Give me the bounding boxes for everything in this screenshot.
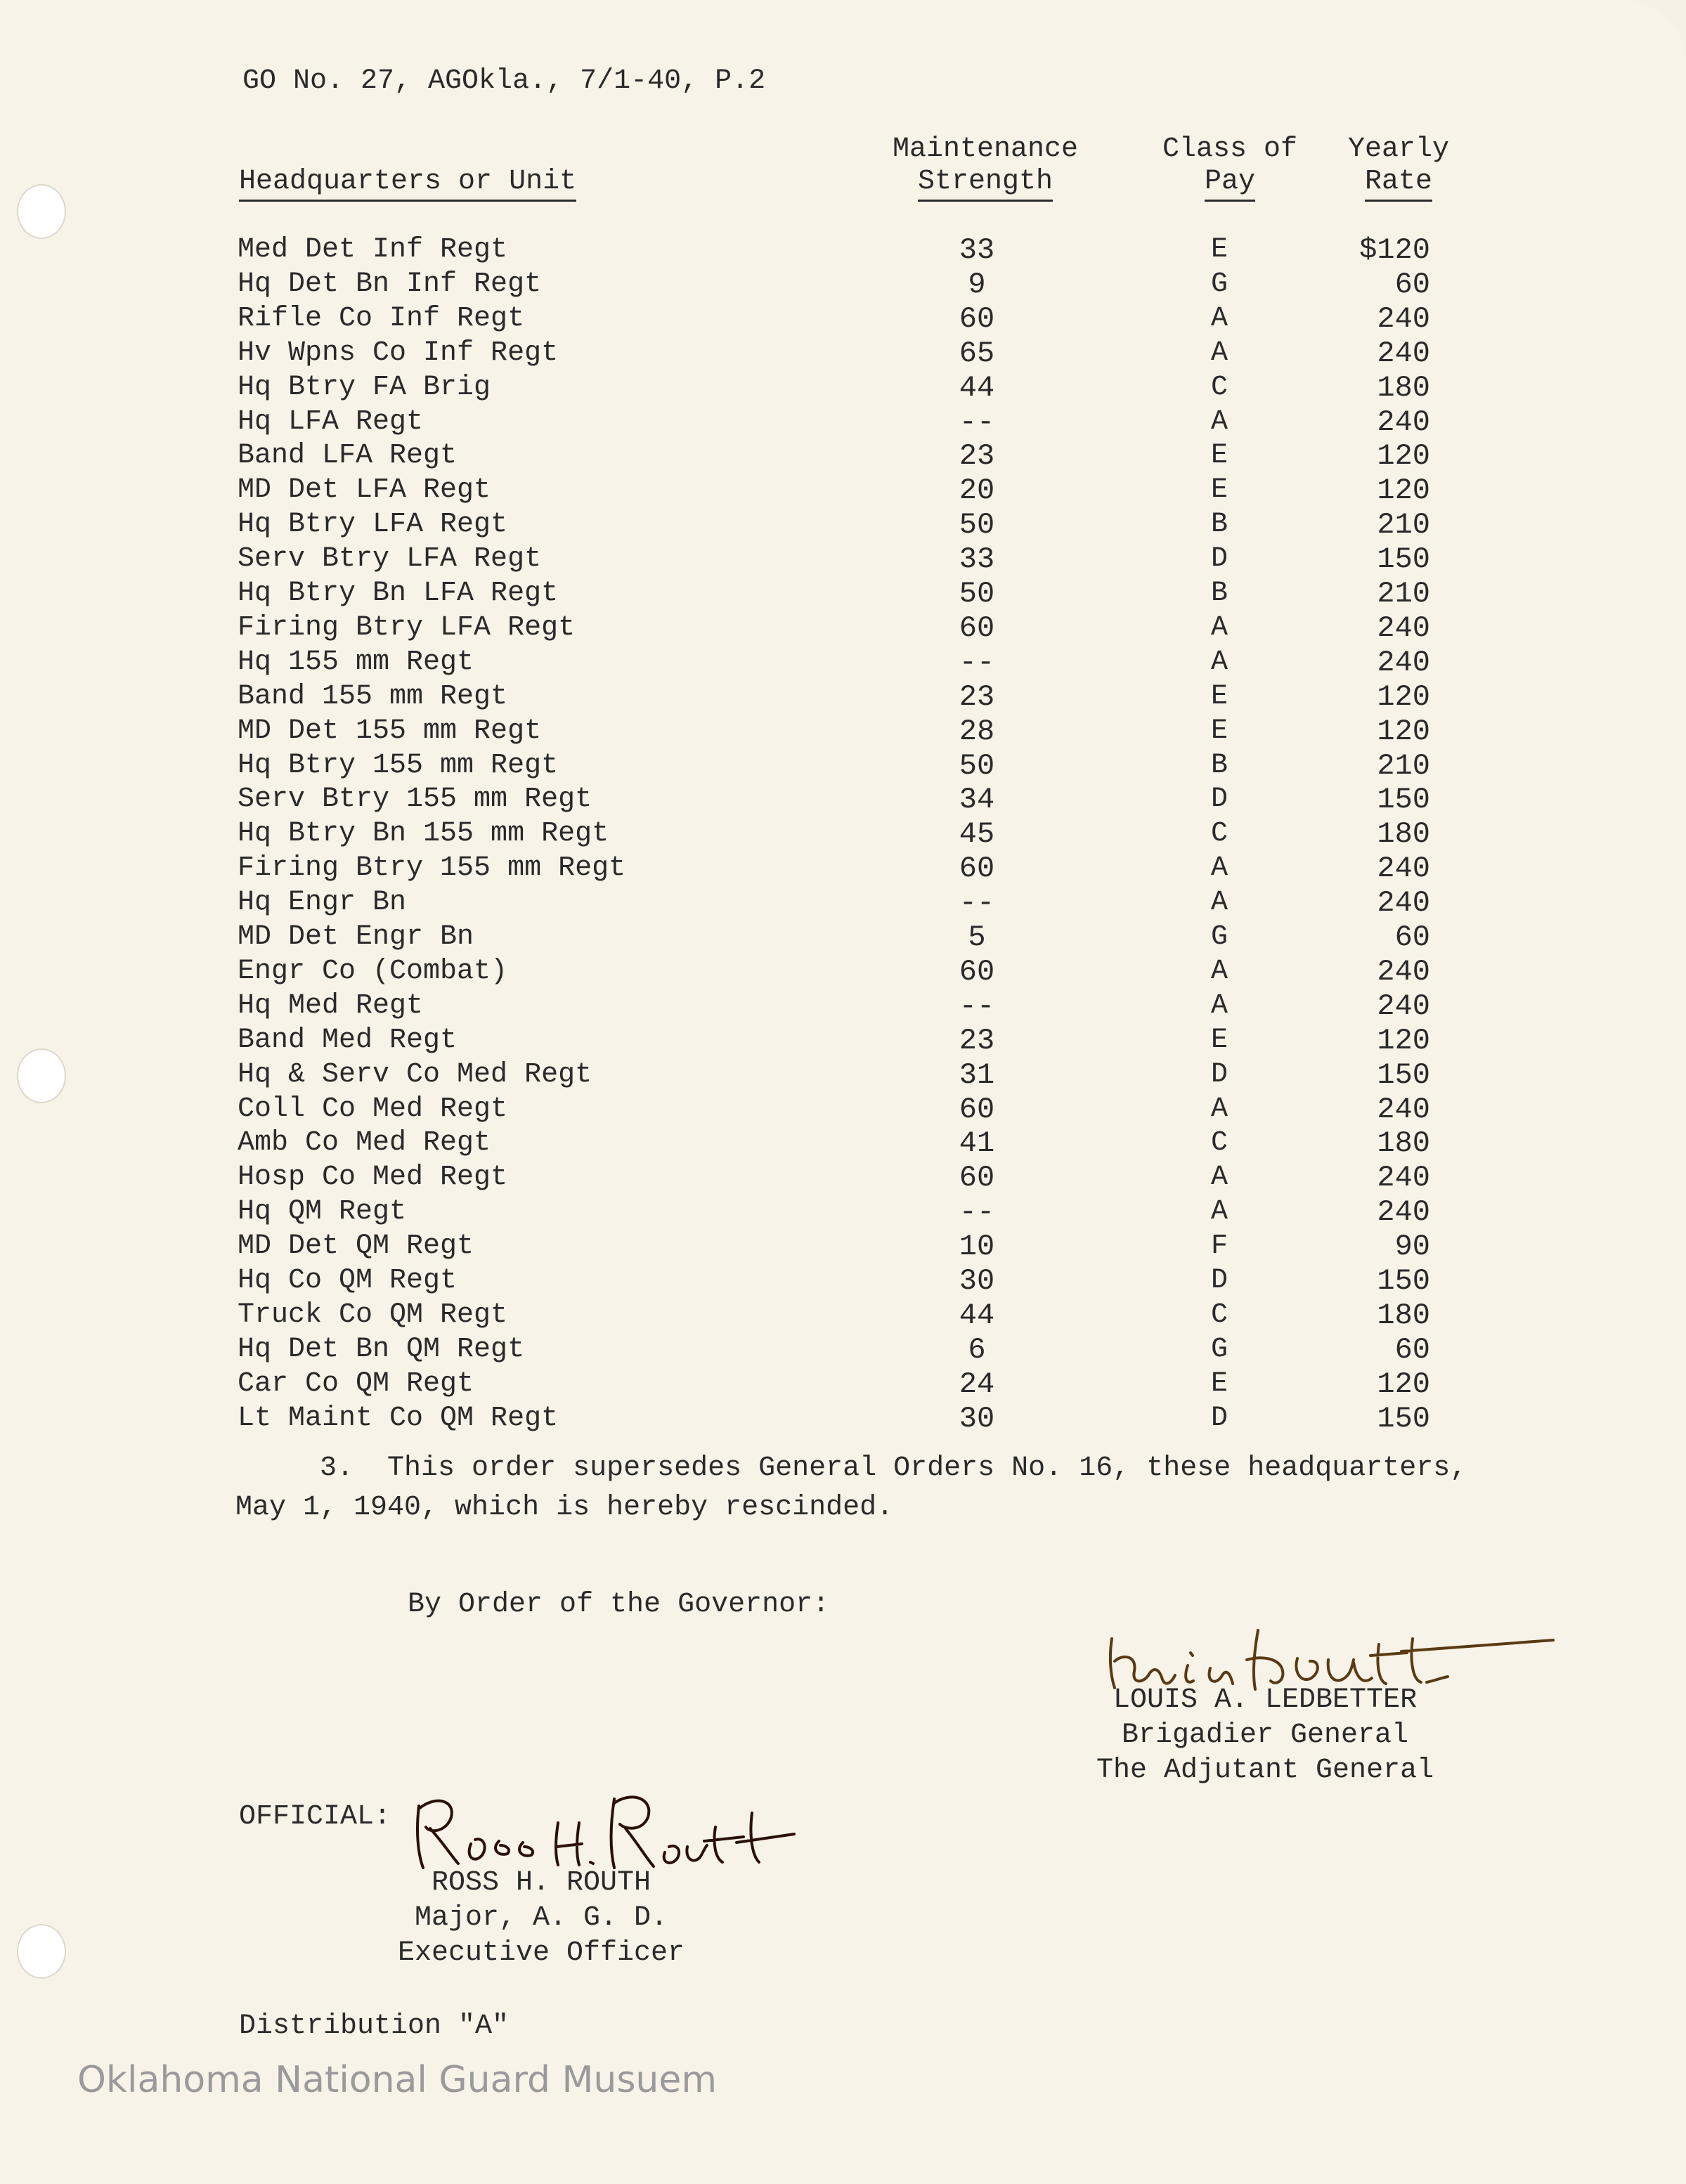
class-cell: D xyxy=(1210,543,1228,575)
unit-cell: Hq Btry Bn 155 mm Regt xyxy=(238,818,609,850)
class-cell: C xyxy=(1210,1299,1228,1331)
table-row xyxy=(0,1367,1686,1401)
unit-cell: Hq Det Bn QM Regt xyxy=(238,1334,525,1365)
strength-cell: 60 xyxy=(959,1161,995,1195)
table-row xyxy=(0,1058,1686,1092)
table-row xyxy=(0,474,1686,507)
rate-cell: 240 xyxy=(1377,611,1430,645)
strength-cell: 24 xyxy=(959,1367,995,1401)
unit-cell: MD Det QM Regt xyxy=(238,1230,474,1262)
class-cell: G xyxy=(1210,1334,1228,1365)
table-row xyxy=(0,1264,1686,1298)
strength-cell: 34 xyxy=(959,783,995,817)
class-cell: A xyxy=(1210,303,1228,334)
table-row xyxy=(0,1333,1686,1367)
column-header-unit-label: Headquarters or Unit xyxy=(239,166,576,202)
class-cell: B xyxy=(1210,509,1228,540)
signatory1-rank: Brigadier General xyxy=(1122,1720,1409,1751)
column-header-class-line2: Pay xyxy=(1205,166,1255,202)
unit-cell: Firing Btry 155 mm Regt xyxy=(238,852,626,884)
table-row xyxy=(0,1195,1686,1229)
signature-block-1 xyxy=(1096,1683,1434,1788)
class-cell: A xyxy=(1210,1196,1228,1228)
strength-cell: 44 xyxy=(959,1299,995,1332)
rate-cell: $120 xyxy=(1359,233,1430,267)
strength-cell: 50 xyxy=(959,749,995,783)
strength-cell: 50 xyxy=(959,508,995,542)
column-header-class-line1: Class of xyxy=(1162,134,1298,165)
class-cell: G xyxy=(1210,268,1228,300)
column-header-rate-line1: Yearly xyxy=(1347,134,1450,165)
class-cell: A xyxy=(1210,887,1228,918)
rate-cell: 240 xyxy=(1377,337,1430,370)
rate-cell: 240 xyxy=(1377,886,1430,920)
rate-cell: 240 xyxy=(1377,646,1430,680)
rate-cell: 150 xyxy=(1377,542,1430,576)
class-cell: A xyxy=(1210,1093,1228,1125)
unit-cell: Hq Engr Bn xyxy=(238,887,407,918)
column-header-unit xyxy=(239,166,576,202)
unit-cell: Serv Btry LFA Regt xyxy=(238,543,542,575)
table-row xyxy=(0,886,1686,920)
strength-cell: -- xyxy=(959,886,995,920)
table-row xyxy=(0,989,1686,1023)
unit-cell: Hq Co QM Regt xyxy=(238,1265,458,1296)
distribution-line: Distribution "A" xyxy=(239,2010,510,2042)
unit-cell: Car Co QM Regt xyxy=(238,1368,474,1400)
unit-cell: MD Det LFA Regt xyxy=(238,474,491,506)
table-row xyxy=(0,783,1686,817)
rate-cell: 120 xyxy=(1377,1367,1430,1401)
museum-watermark: Oklahoma National Guard Musuem xyxy=(77,2059,718,2101)
rate-cell: 120 xyxy=(1377,474,1430,507)
strength-cell: 10 xyxy=(959,1230,995,1263)
unit-cell: MD Det Engr Bn xyxy=(238,921,474,953)
rate-cell: 210 xyxy=(1377,749,1430,783)
table-row xyxy=(0,302,1686,336)
signature-block-2 xyxy=(387,1866,696,1971)
table-row xyxy=(0,508,1686,542)
strength-cell: -- xyxy=(959,989,995,1023)
rate-cell: 150 xyxy=(1377,783,1430,817)
rate-cell: 150 xyxy=(1377,1402,1430,1436)
routh-signature xyxy=(406,1785,800,1876)
document-reference: GO No. 27, AGOkla., 7/1-40, P.2 xyxy=(242,65,766,97)
column-header-maintenance-strength xyxy=(887,134,1084,202)
strength-cell: 28 xyxy=(959,715,995,748)
strength-cell: 50 xyxy=(959,577,995,611)
binder-hole xyxy=(17,184,66,239)
rate-cell: 180 xyxy=(1377,1126,1430,1160)
class-cell: A xyxy=(1210,1162,1228,1193)
strength-cell: 33 xyxy=(959,233,995,267)
class-cell: A xyxy=(1210,406,1228,438)
class-cell: A xyxy=(1210,337,1228,369)
table-row xyxy=(0,611,1686,645)
unit-cell: Rifle Co Inf Regt xyxy=(238,303,525,334)
table-row xyxy=(0,1161,1686,1195)
table-row xyxy=(0,817,1686,851)
rate-cell: 60 xyxy=(1394,268,1430,301)
binder-hole xyxy=(17,1924,66,1979)
column-header-maintenance-line1: Maintenance xyxy=(892,134,1079,165)
class-cell: D xyxy=(1210,1265,1228,1296)
strength-cell: 60 xyxy=(959,852,995,885)
unit-cell: Lt Maint Co QM Regt xyxy=(238,1403,559,1434)
rate-cell: 210 xyxy=(1377,577,1430,611)
official-label: OFFICIAL: xyxy=(239,1801,391,1833)
rate-cell: 210 xyxy=(1377,508,1430,542)
strength-cell: 23 xyxy=(959,680,995,714)
table-row xyxy=(0,1126,1686,1160)
rescind-paragraph-line2: May 1, 1940, which is hereby rescinded. xyxy=(235,1492,894,1523)
strength-cell: 9 xyxy=(968,268,986,301)
class-cell: E xyxy=(1210,1025,1228,1056)
rate-cell: 60 xyxy=(1394,921,1430,954)
table-row xyxy=(0,715,1686,748)
rate-cell: 240 xyxy=(1377,989,1430,1023)
unit-cell: Amb Co Med Regt xyxy=(238,1127,491,1159)
class-cell: B xyxy=(1210,750,1228,781)
unit-cell: Truck Co QM Regt xyxy=(238,1299,508,1331)
strength-cell: 31 xyxy=(959,1058,995,1092)
class-cell: A xyxy=(1210,852,1228,884)
table-row xyxy=(0,268,1686,301)
unit-cell: Hq 155 mm Regt xyxy=(238,646,474,678)
unit-cell: Hosp Co Med Regt xyxy=(238,1162,508,1193)
column-header-class-of-pay xyxy=(1160,134,1300,202)
rate-cell: 120 xyxy=(1377,439,1430,473)
unit-cell: Hq Btry FA Brig xyxy=(238,372,491,403)
rate-cell: 120 xyxy=(1377,680,1430,714)
rate-cell: 180 xyxy=(1377,371,1430,405)
strength-cell: -- xyxy=(959,646,995,680)
strength-cell: 60 xyxy=(959,1093,995,1126)
signatory1-title: The Adjutant General xyxy=(1096,1755,1434,1786)
strength-cell: 20 xyxy=(959,474,995,507)
class-cell: E xyxy=(1210,440,1228,472)
unit-cell: Coll Co Med Regt xyxy=(238,1093,508,1125)
unit-cell: Hq & Serv Co Med Regt xyxy=(238,1059,592,1091)
table-row xyxy=(0,646,1686,680)
unit-cell: Firing Btry LFA Regt xyxy=(238,612,576,644)
table-row xyxy=(0,337,1686,370)
column-header-yearly-rate xyxy=(1342,134,1455,202)
strength-cell: 30 xyxy=(959,1264,995,1298)
rate-cell: 60 xyxy=(1394,1333,1430,1367)
unit-cell: Band LFA Regt xyxy=(238,440,458,472)
signatory1-name: LOUIS A. LEDBETTER xyxy=(1113,1684,1418,1716)
unit-cell: Hq Btry Bn LFA Regt xyxy=(238,578,559,609)
unit-cell: Serv Btry 155 mm Regt xyxy=(238,784,592,815)
table-row xyxy=(0,1299,1686,1332)
rate-cell: 240 xyxy=(1377,405,1430,439)
column-header-rate-line2: Rate xyxy=(1365,166,1432,202)
table-row xyxy=(0,439,1686,473)
signatory2-rank: Major, A. G. D. xyxy=(414,1902,668,1934)
strength-cell: 41 xyxy=(959,1126,995,1160)
strength-cell: 6 xyxy=(968,1333,986,1367)
rate-cell: 240 xyxy=(1377,302,1430,336)
unit-cell: Hq LFA Regt xyxy=(238,406,424,438)
table-row xyxy=(0,405,1686,439)
class-cell: A xyxy=(1210,990,1228,1022)
table-row xyxy=(0,1230,1686,1263)
class-cell: A xyxy=(1210,956,1228,987)
class-cell: A xyxy=(1210,612,1228,644)
table-row xyxy=(0,1024,1686,1058)
rate-cell: 240 xyxy=(1377,1161,1430,1195)
table-row xyxy=(0,852,1686,885)
rate-cell: 120 xyxy=(1377,1024,1430,1058)
signatory2-title: Executive Officer xyxy=(397,1937,685,1969)
unit-cell: Hq Det Bn Inf Regt xyxy=(238,268,542,300)
unit-cell: Med Det Inf Regt xyxy=(238,234,508,266)
unit-cell: Hq QM Regt xyxy=(238,1196,407,1228)
class-cell: C xyxy=(1210,372,1228,403)
rescind-paragraph xyxy=(235,1449,1467,1528)
class-cell: G xyxy=(1210,921,1228,953)
strength-cell: 60 xyxy=(959,611,995,645)
unit-cell: Hv Wpns Co Inf Regt xyxy=(238,337,559,369)
rate-cell: 180 xyxy=(1377,817,1430,851)
unit-cell: Engr Co (Combat) xyxy=(238,956,508,987)
unit-cell: Hq Btry 155 mm Regt xyxy=(238,750,559,781)
table-row xyxy=(0,1402,1686,1436)
unit-cell: Band Med Regt xyxy=(238,1025,458,1056)
unit-cell: MD Det 155 mm Regt xyxy=(238,715,542,747)
rescind-paragraph-line1: 3. This order supersedes General Orders No. 16, these headquarters, xyxy=(235,1452,1467,1484)
class-cell: F xyxy=(1210,1230,1228,1262)
rate-cell: 240 xyxy=(1377,955,1430,989)
class-cell: B xyxy=(1210,578,1228,609)
strength-cell: 33 xyxy=(959,542,995,576)
class-cell: D xyxy=(1210,1403,1228,1434)
strength-cell: 60 xyxy=(959,955,995,989)
class-cell: D xyxy=(1210,784,1228,815)
rate-cell: 180 xyxy=(1377,1299,1430,1332)
table-row xyxy=(0,955,1686,989)
rate-cell: 240 xyxy=(1377,1195,1430,1229)
rate-cell: 240 xyxy=(1377,1093,1430,1126)
by-order-line: By Order of the Governor: xyxy=(408,1589,830,1620)
rate-cell: 150 xyxy=(1377,1264,1430,1298)
strength-cell: 65 xyxy=(959,337,995,370)
strength-cell: 60 xyxy=(959,302,995,336)
signatory2-name: ROSS H. ROUTH xyxy=(431,1867,651,1899)
column-header-maintenance-line2: Strength xyxy=(918,166,1053,202)
table-row xyxy=(0,577,1686,611)
table-row xyxy=(0,371,1686,405)
unit-cell: Hq Med Regt xyxy=(238,990,424,1022)
rate-cell: 240 xyxy=(1377,852,1430,885)
class-cell: E xyxy=(1210,474,1228,506)
strength-cell: 45 xyxy=(959,817,995,851)
class-cell: E xyxy=(1210,234,1228,266)
table-row xyxy=(0,233,1686,267)
rate-cell: 150 xyxy=(1377,1058,1430,1092)
table-row xyxy=(0,680,1686,714)
table-row xyxy=(0,749,1686,783)
class-cell: C xyxy=(1210,1127,1228,1159)
class-cell: C xyxy=(1210,818,1228,850)
strength-cell: 30 xyxy=(959,1402,995,1436)
rate-cell: 90 xyxy=(1394,1230,1430,1263)
table-row xyxy=(0,921,1686,954)
strength-cell: -- xyxy=(959,1195,995,1229)
class-cell: E xyxy=(1210,715,1228,747)
table-row xyxy=(0,1093,1686,1126)
strength-cell: 5 xyxy=(968,921,986,954)
strength-cell: 23 xyxy=(959,1024,995,1058)
class-cell: D xyxy=(1210,1059,1228,1091)
class-cell: E xyxy=(1210,681,1228,713)
unit-cell: Hq Btry LFA Regt xyxy=(238,509,508,540)
strength-cell: 44 xyxy=(959,371,995,405)
unit-cell: Band 155 mm Regt xyxy=(238,681,508,713)
table-row xyxy=(0,542,1686,576)
class-cell: A xyxy=(1210,646,1228,678)
class-cell: E xyxy=(1210,1368,1228,1400)
strength-cell: -- xyxy=(959,405,995,439)
rate-cell: 120 xyxy=(1377,715,1430,748)
strength-cell: 23 xyxy=(959,439,995,473)
